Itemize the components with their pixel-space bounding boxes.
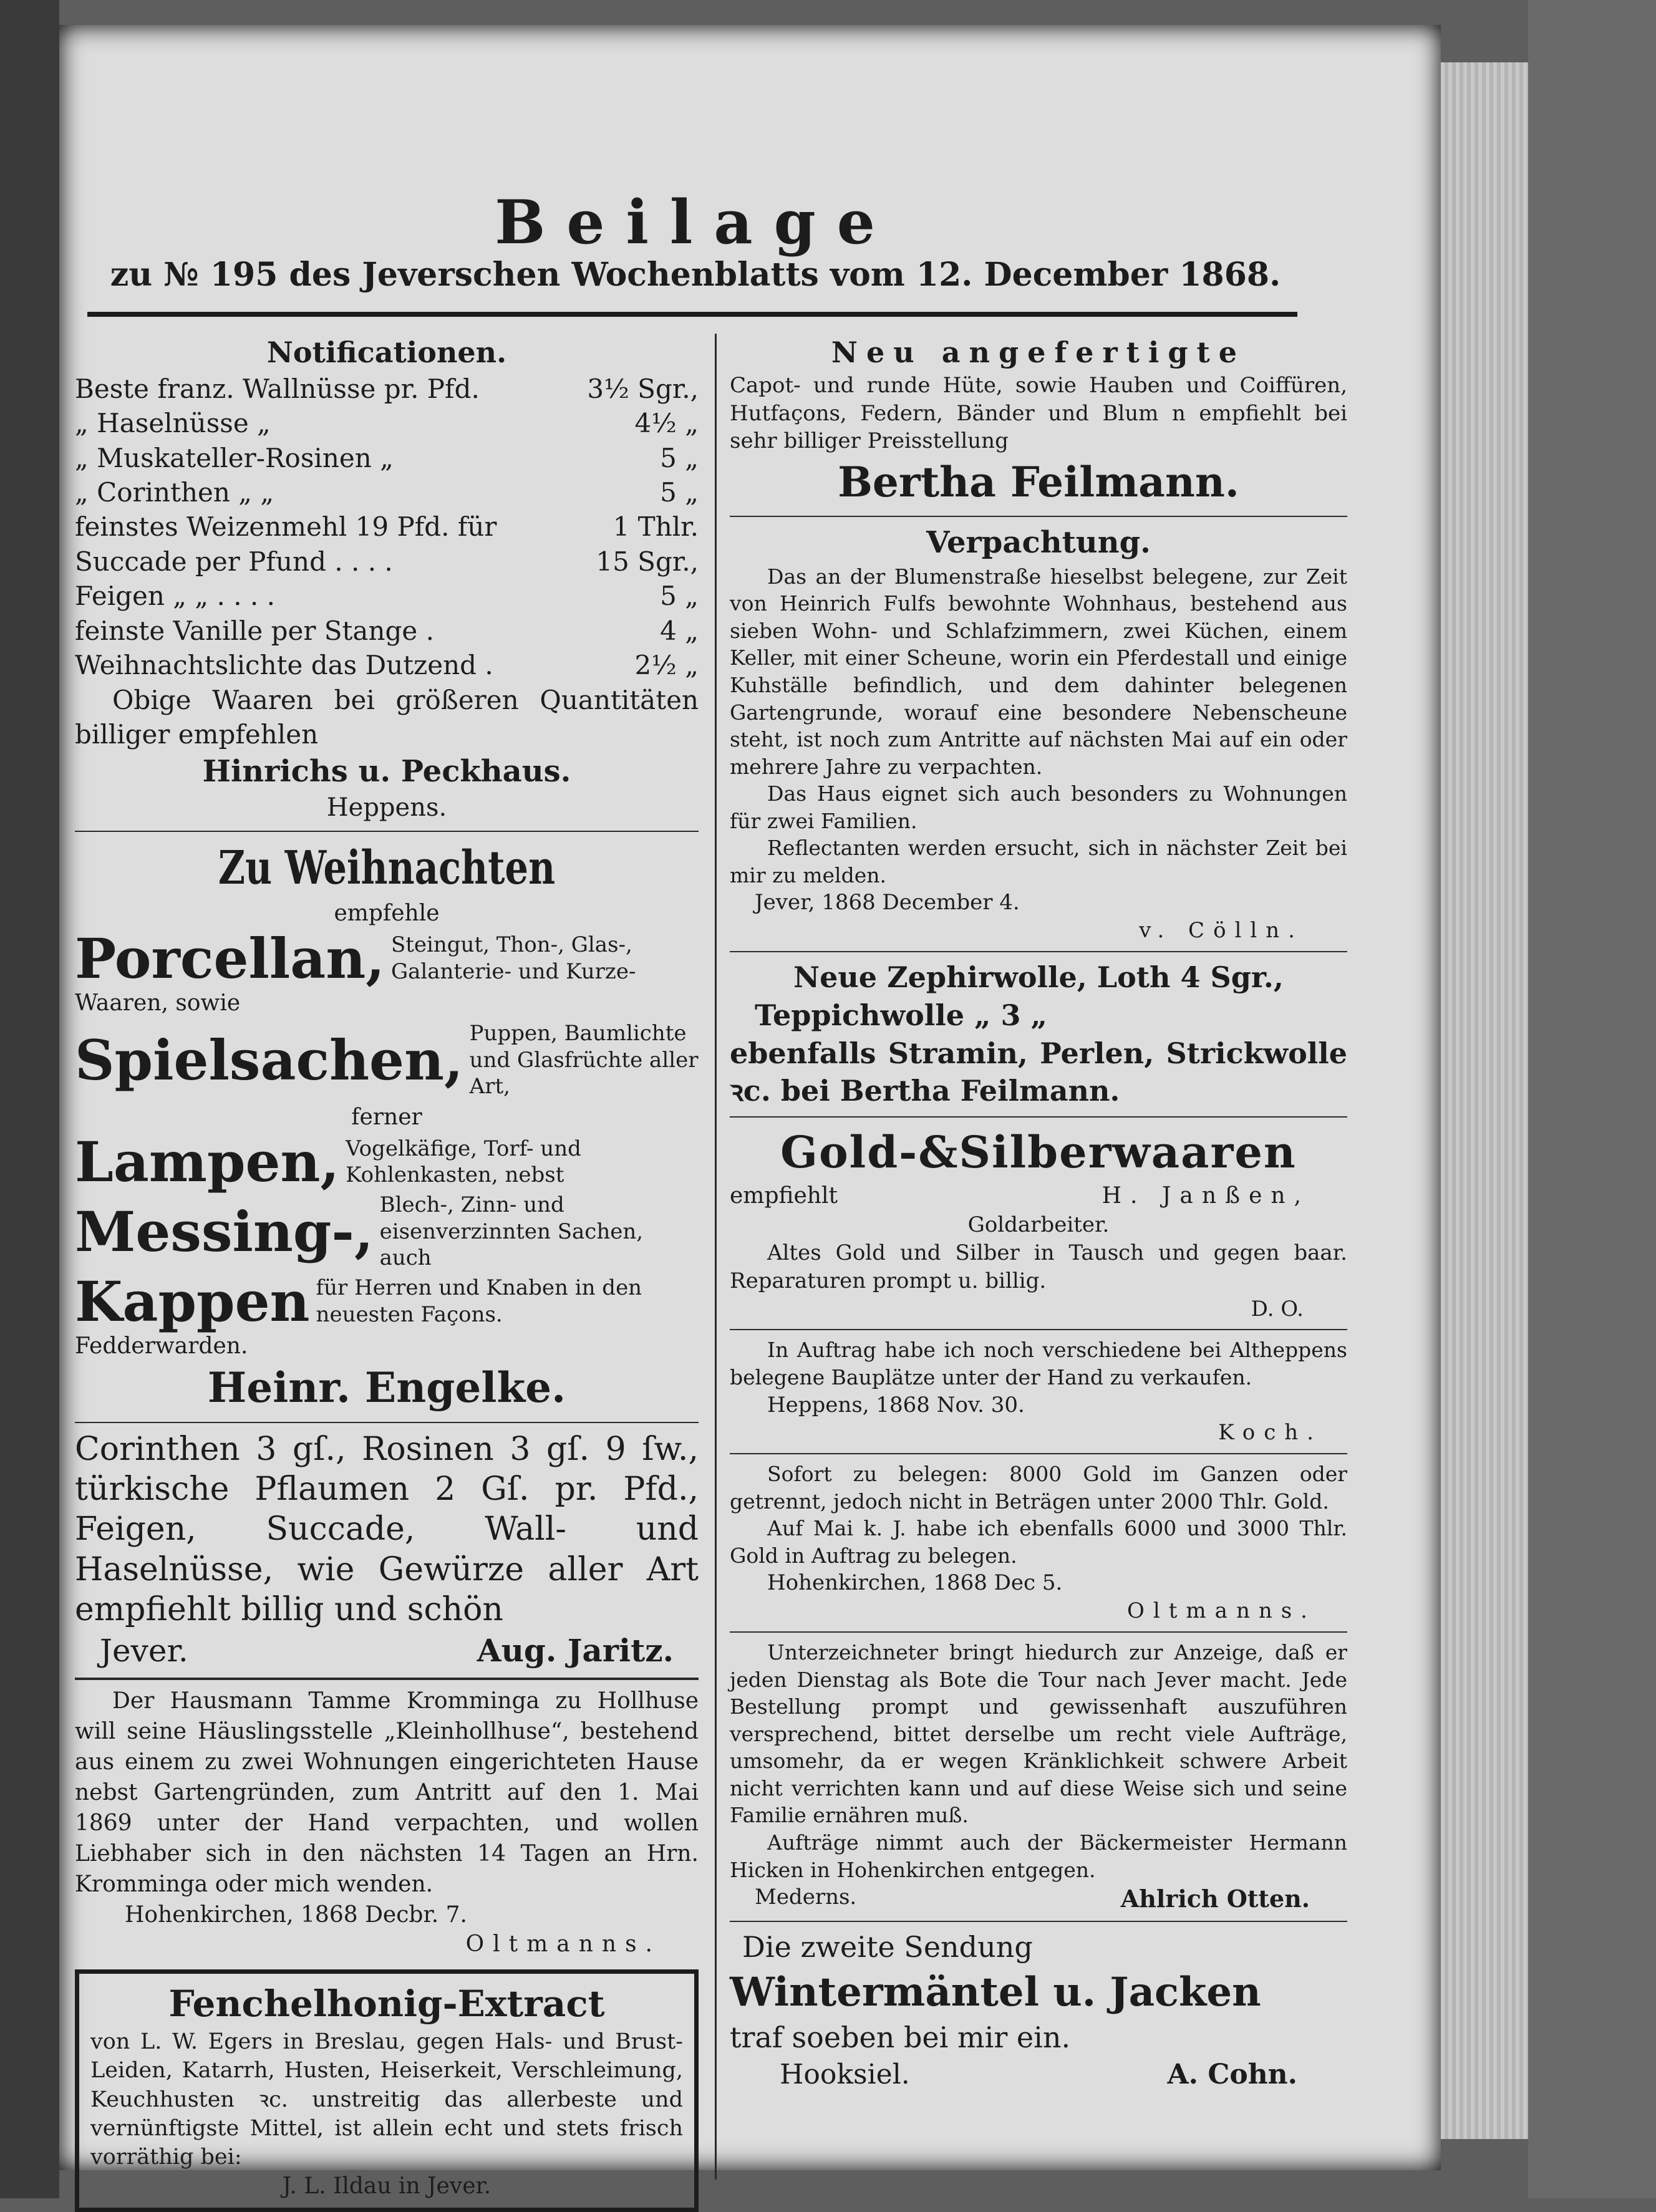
lease-paragraph-1: Das an der Blumenstraße hieselbst belegene, zur Zeit von Heinrich Fulfs bewohnte Wohnhaus, bestehend aus sieben Wohn- und Schlafzimmern, zwei Küchen, einem Keller, mit einer Scheune, worin ein Pferdestall und einige Kuhställe befindlich, und dem dahinter belegenen Gartengrunde, worauf eine besondere Nebenscheune steht, ist noch zum Antritte auf nächsten Mai auf ein oder mehrere Jahre zu verpachten. (730, 564, 1347, 779)
loan-text-2: Auf Mai k. J. habe ich ebenfalls 6000 und 3000 Thlr. Gold in Auftrag zu belegen. (730, 1516, 1347, 1568)
loan-date: Hohenkirchen, 1868 Dec 5. (767, 1570, 1063, 1596)
messing-word: Messing-, (75, 1199, 374, 1265)
corinthen-footer (75, 1630, 699, 1671)
gold-text: Altes Gold und Silber in Tausch und gegen baar. Reparaturen prompt u. billig. (730, 1240, 1347, 1293)
winter-place: Hooksiel. (780, 2059, 910, 2091)
price-list (75, 372, 699, 683)
price-row (75, 510, 699, 544)
loan-text: Sofort zu belegen: 8000 Gold im Ganzen oder getrennt, jedoch nicht in Beträgen unter 2000 Thlr. Gold. (730, 1462, 1347, 1514)
wool-line-2: Teppichwolle „ 3 „ (755, 998, 1047, 1032)
notification-heading: Notificationen. (266, 336, 507, 369)
price-row (75, 475, 699, 510)
corinthen-text: Corinthen 3 gſ., Rosinen 3 gſ. 9 ſw., türkische Pflaumen 2 Gſ. pr. Pfd., Feigen, Succade, Wall- und Haselnüsse, wie Gewürze aller Art empfiehlt billig und schön (75, 1430, 699, 1629)
winter-footer (730, 2057, 1347, 2093)
hats-text: Capot- und runde Hüte, sowie Hauben und Coiffüren, Hutfaçons, Federn, Bänder und Blum n empfiehlt bei sehr billiger Preisstellung (730, 372, 1347, 454)
price-item: feinste Vanille per Stange . (75, 615, 434, 646)
price-row (75, 648, 699, 682)
gold-empfiehlt: empfiehlt (730, 1183, 838, 1209)
christmas-place: Fedderwarden. (75, 1333, 248, 1359)
fenchel-text: von L. W. Egers in Breslau, gegen Hals- und Brust-Leiden, Katarrh, Husten, Heiserkeit, Verschleimung, Keuchhusten ꝛc. unstreitig das allerbeste und vernünftigste Mittel, ist allein echt und stets frisch vorräthig bei: (90, 2029, 683, 2170)
lease-date: Jever, 1868 December 4. (755, 890, 1020, 915)
ad-divider (75, 831, 699, 832)
hats-signature: Bertha Feilmann. (838, 458, 1239, 507)
ad-divider (730, 1921, 1347, 1922)
price-value: 1 Thlr. (613, 511, 699, 543)
price-value: 4 „ (660, 615, 699, 646)
gold-merchant-title: Goldarbeiter. (967, 1212, 1110, 1237)
ad-divider (730, 516, 1347, 517)
lease-heading: Verpachtung. (926, 525, 1151, 561)
hausmann-date: Hohenkirchen, 1868 Decbr. 7. (125, 1901, 467, 1928)
ad-divider (730, 1329, 1347, 1330)
lease-paragraph-2: Das Haus eignet sich auch besonders zu Wohnungen für zwei Familien. (730, 781, 1347, 833)
lampen-word: Lampen, (75, 1129, 340, 1195)
supplement-title: Beilage (495, 187, 896, 258)
lease-signature: v. Cölln. (1139, 918, 1304, 944)
messenger-place: Mederns. (755, 1885, 857, 1910)
column-divider (715, 334, 717, 2180)
spielsachen-line (75, 1020, 699, 1100)
kappen-word: Kappen (75, 1268, 310, 1334)
price-item: „ Muskateller-Rosinen „ (75, 442, 394, 473)
winter-signature: A. Cohn. (1167, 2059, 1297, 2091)
ad-divider (75, 1678, 699, 1680)
scan-background-left (0, 0, 59, 2198)
porcellan-line (75, 925, 699, 991)
price-row (75, 372, 699, 406)
messenger-footer (730, 1883, 1347, 1915)
page-edge-stack (1441, 62, 1528, 2139)
lease-paragraph-3: Reflectanten werden ersucht, sich in nächster Zeit bei mir zu melden. (730, 836, 1347, 887)
left-column (75, 334, 699, 2212)
price-row (75, 614, 699, 648)
ad-divider (730, 1453, 1347, 1454)
messing-line (75, 1192, 699, 1272)
header-rule (87, 312, 1297, 317)
notification-signature: Hinrichs u. Peckhaus. (202, 753, 571, 789)
loan-ad (730, 1461, 1347, 1625)
ferner-line: ferner (351, 1104, 422, 1130)
price-row (75, 441, 699, 475)
supplement-subtitle: zu № 195 des Jeverschen Wochenblatts vom 12. December 1868. (110, 256, 1281, 294)
price-item: Beste franz. Wallnüsse pr. Pfd. (75, 373, 480, 404)
lampen-desc: Vogelkäfige, Torf- und Kohlenkasten, nebst (346, 1136, 581, 1188)
gold-abbr: D. O. (1251, 1296, 1304, 1321)
notification-ad (75, 334, 699, 824)
gold-merchant-line (730, 1181, 1347, 1211)
hausmann-signature: Oltmanns. (465, 1931, 661, 1958)
gold-heading: Gold-&Silberwaaren (780, 1126, 1297, 1178)
plots-text: In Auftrag habe ich noch verschiedene bei Altheppens belegene Bauplätze unter der Hand zu verkaufen. (730, 1338, 1347, 1389)
winter-coats-ad (730, 1928, 1347, 2093)
corinthen-signature: Aug. Jaritz. (477, 1631, 674, 1669)
christmas-ad (75, 838, 699, 1416)
porcellan-word: Porcellan, (75, 925, 385, 991)
winter-title: Wintermäntel u. Jacken (730, 1968, 1261, 2016)
ad-divider (730, 1116, 1347, 1118)
ad-divider (730, 951, 1347, 952)
fenchel-ad-box (75, 1969, 699, 2212)
plots-signature: Koch. (1218, 1420, 1322, 1446)
price-item: Weihnachtslichte das Dutzend . (75, 650, 493, 681)
winter-line-1: Die zweite Sendung (742, 1930, 1033, 1964)
building-plots-ad (730, 1336, 1347, 1447)
christmas-empfehle: empfehle (334, 901, 440, 927)
price-item: „ Corinthen „ „ (75, 477, 274, 508)
price-value: 2½ „ (634, 650, 699, 681)
fenchel-signature: J. L. Ildau in Jever. (282, 2173, 491, 2200)
waaren-line: Waaren, sowie (75, 990, 241, 1016)
hats-heading: Neu angefertigte (831, 336, 1246, 369)
price-value: 5 „ (660, 581, 699, 612)
christmas-signature: Heinr. Engelke. (207, 1363, 566, 1413)
corinthen-place: Jever. (100, 1632, 188, 1669)
wool-line-3: ebenfalls Stramin, Perlen, Strickwolle ꝛc. bei Bertha Feilmann. (730, 1036, 1347, 1108)
messing-desc: Blech-, Zinn- und eisenverzinnten Sachen, auch (379, 1192, 644, 1271)
wool-line-1: Neue Zephirwolle, Loth 4 Sgr., (793, 960, 1284, 995)
corinthen-ad (75, 1429, 699, 1671)
messenger-text: Unterzeichneter bringt hiedurch zur Anzeige, daß er jeden Dienstag als Bote die Tour nach Jever macht. Jede Bestellung prompt und gewissenhaft auszuführen versprechend, bittet derselbe um recht viele Aufträge, umsomehr, da er wegen Kränklichkeit schwere Arbeit nicht verrichten kann und auf diese Weise sich und seine Familie ernähren muß. (730, 1640, 1347, 1828)
winter-line-2: traf soeben bei mir ein. (730, 2021, 1071, 2055)
porcellan-desc: Steingut, Thon-, Glas-, Galanterie- und Kurze- (390, 932, 636, 984)
price-item: Succade per Pfund . . . . (75, 546, 393, 577)
ad-divider (75, 1422, 699, 1423)
right-column (730, 334, 1347, 2093)
price-item: feinstes Weizenmehl 19 Pfd. für (75, 511, 497, 543)
lampen-line (75, 1129, 699, 1195)
price-value: 4½ „ (634, 408, 699, 439)
lease-ad (730, 523, 1347, 945)
price-value: 5 „ (660, 477, 699, 508)
kappen-desc: für Herren und Knaben in den neuesten Façons. (316, 1275, 642, 1327)
price-value: 5 „ (660, 442, 699, 473)
gold-ad (730, 1124, 1347, 1323)
hausmann-ad (75, 1686, 699, 1959)
price-row (75, 406, 699, 440)
messenger-signature: Ahlrich Otten. (1120, 1885, 1310, 1913)
ad-divider (730, 1631, 1347, 1633)
notification-text: Obige Waaren bei größeren Quantitäten billiger empfehlen (75, 684, 699, 750)
notification-place: Heppens. (326, 793, 447, 822)
christmas-title: Zu Weihnachten (218, 841, 556, 895)
spielsachen-word: Spielsachen, (75, 1028, 463, 1093)
price-value: 3½ Sgr., (587, 373, 699, 404)
messenger-text-2: Aufträge nimmt auch der Bäckermeister Hermann Hicken in Hohenkirchen entgegen. (730, 1830, 1347, 1882)
wool-ad (730, 959, 1347, 1110)
price-item: „ Haselnüsse „ (75, 408, 271, 439)
price-row (75, 579, 699, 613)
messenger-ad (730, 1639, 1347, 1915)
scan-background-right (1528, 0, 1656, 2198)
price-value: 15 Sgr., (596, 546, 699, 577)
fenchel-title: Fenchelhonig-Extract (168, 1982, 605, 2025)
price-item: Feigen „ „ . . . . (75, 581, 275, 612)
price-row (75, 544, 699, 579)
hats-ad (730, 334, 1347, 510)
loan-signature: Oltmanns. (1127, 1598, 1316, 1624)
hausmann-text: Der Hausmann Tamme Kromminga zu Hollhuse will seine Häuslingsstelle „Kleinhollhuse“, bestehend aus einem zu zwei Wohnungen eingerichteten Hause nebst Gartengründen, zum Antritt auf den 1. Mai 1869 unter der Hand verpachten, und wollen Liebhaber sich in den nächsten 14 Tagen an Hrn. Kromminga oder mich wenden. (75, 1688, 699, 1897)
kappen-line (75, 1268, 699, 1334)
spielsachen-desc: Puppen, Baumlichte und Glasfrüchte aller Art, (469, 1021, 699, 1099)
plots-date: Heppens, 1868 Nov. 30. (767, 1392, 1025, 1418)
gold-merchant-name: H. Janßen, (1102, 1183, 1310, 1209)
